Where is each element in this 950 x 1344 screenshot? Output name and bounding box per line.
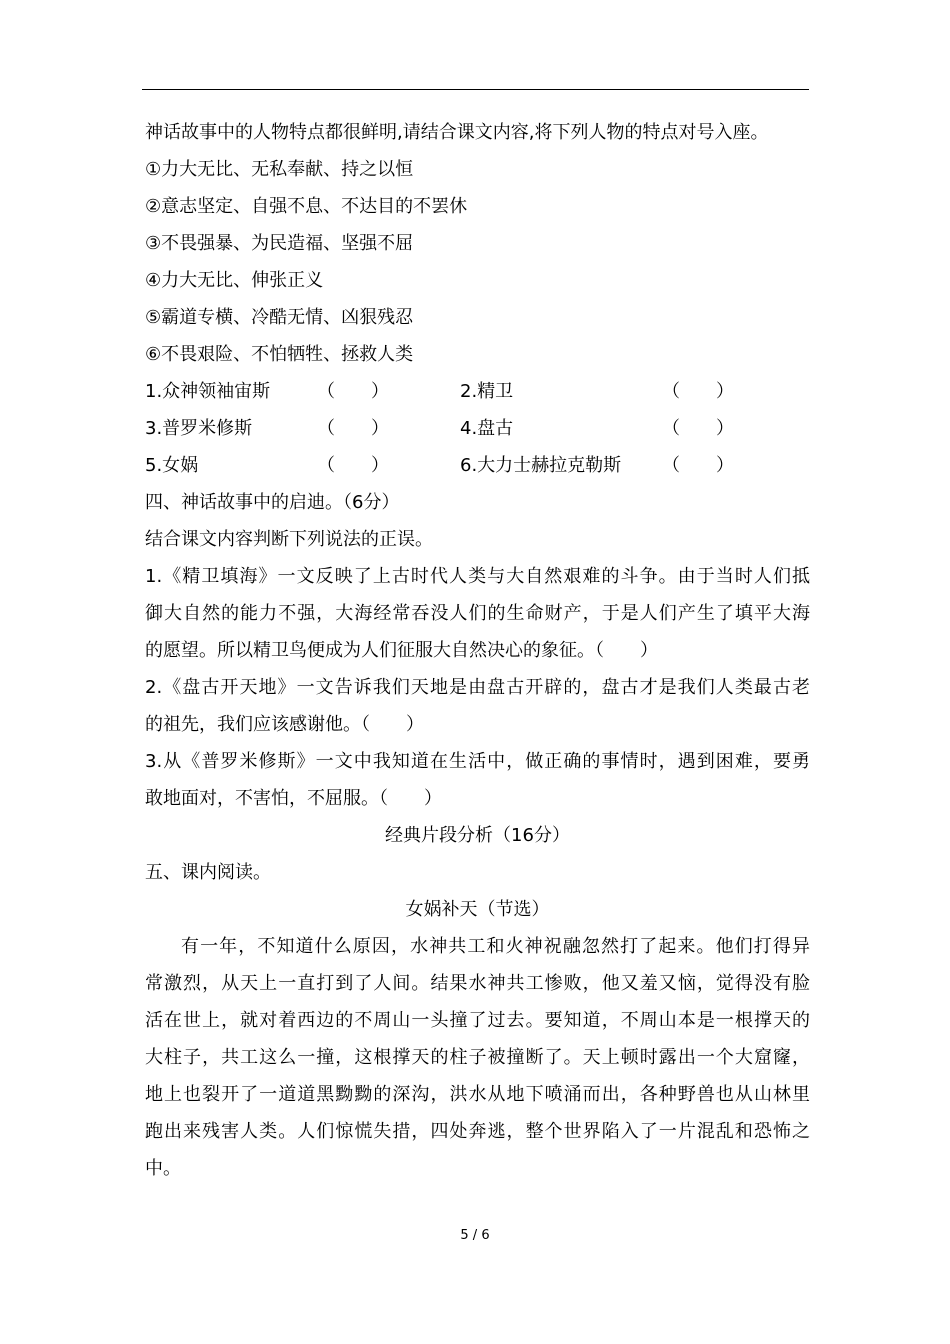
matching-table	[145, 373, 810, 484]
trait-item: ⑥不畏艰险、不怕牺牲、拯救人类	[145, 344, 414, 365]
matching-intro: 神话故事中的人物特点都很鲜明,请结合课文内容,将下列人物的特点对号入座。	[145, 122, 769, 143]
trait-item: ②意志坚定、自强不息、不达目的不罢休	[145, 196, 468, 217]
question-line: 3.从《普罗米修斯》一文中我知道在生活中，做正确的事情时，遇到困难，要勇	[145, 751, 810, 772]
trait-item: ⑤霸道专横、冷酷无情、凶狠残忍	[145, 307, 414, 328]
answer-blank: （ ）	[317, 381, 389, 402]
question-line: 敢地面对，不害怕，不屈服。（ ）	[145, 788, 442, 809]
character-name: 4.盘古	[460, 418, 514, 439]
question-line: 御大自然的能力不强，大海经常吞没人们的生命财产，于是人们产生了填平大海	[145, 603, 810, 624]
character-name: 6.大力士赫拉克勒斯	[460, 455, 622, 476]
part-heading: 经典片段分析（16分）	[385, 825, 570, 846]
page-content	[145, 114, 810, 1187]
passage-line: 大柱子，共工这么一撞，这根撑天的柱子被撞断了。天上顿时露出一个大窟窿，	[145, 1047, 810, 1068]
answer-blank: （ ）	[317, 455, 389, 476]
question-line: 的祖先，我们应该感谢他。（ ）	[145, 714, 424, 735]
answer-blank: （ ）	[317, 418, 389, 439]
character-name: 1.众神领袖宙斯	[145, 381, 271, 402]
character-name: 3.普罗米修斯	[145, 418, 253, 439]
answer-blank: （ ）	[662, 418, 734, 439]
question-line: 1.《精卫填海》一文反映了上古时代人类与大自然艰难的斗争。由于当时人们抵	[145, 566, 810, 587]
passage-line: 跑出来残害人类。人们惊慌失措，四处奔逃，整个世界陷入了一片混乱和恐怖之	[145, 1121, 810, 1142]
matching-row	[145, 373, 810, 410]
passage-line: 活在世上，就对着西边的不周山一头撞了过去。要知道，不周山本是一根撑天的	[145, 1010, 810, 1031]
character-name: 2.精卫	[460, 381, 514, 402]
passage-line: 中。	[145, 1158, 181, 1179]
passage-line: 地上也裂开了一道道黑黝黝的深沟，洪水从地下喷涌而出，各种野兽也从山林里	[145, 1084, 810, 1105]
judgement-questions	[145, 558, 810, 817]
page-number: 5 / 6	[460, 1228, 490, 1243]
character-name: 5.女娲	[145, 455, 199, 476]
trait-item: ①力大无比、无私奉献、持之以恒	[145, 159, 414, 180]
answer-blank: （ ）	[662, 381, 734, 402]
answer-blank: （ ）	[662, 455, 734, 476]
passage-line: 常激烈，从天上一直打到了人间。结果水神共工惨败，他又羞又恼，觉得没有脸	[145, 973, 810, 994]
question-line: 的愿望。所以精卫鸟便成为人们征服大自然决心的象征。（ ）	[145, 640, 658, 661]
section-5-title: 五、课内阅读。	[145, 862, 271, 883]
passage-line: 有一年，不知道什么原因，水神共工和火神祝融忽然打了起来。他们打得异	[181, 936, 810, 957]
section-4-instruction: 结合课文内容判断下列说法的正误。	[145, 529, 433, 550]
trait-list	[145, 151, 810, 373]
section-4-title: 四、神话故事中的启迪。（6分）	[145, 492, 400, 513]
trait-item: ③不畏强暴、为民造福、坚强不屈	[145, 233, 414, 254]
matching-row	[145, 410, 810, 447]
matching-row	[145, 447, 810, 484]
trait-item: ④力大无比、伸张正义	[145, 270, 324, 291]
passage-title: 女娲补天（节选）	[405, 899, 550, 920]
reading-passage	[145, 928, 810, 1187]
header-rule	[142, 89, 809, 90]
question-line: 2.《盘古开天地》一文告诉我们天地是由盘古开辟的，盘古才是我们人类最古老	[145, 677, 810, 698]
